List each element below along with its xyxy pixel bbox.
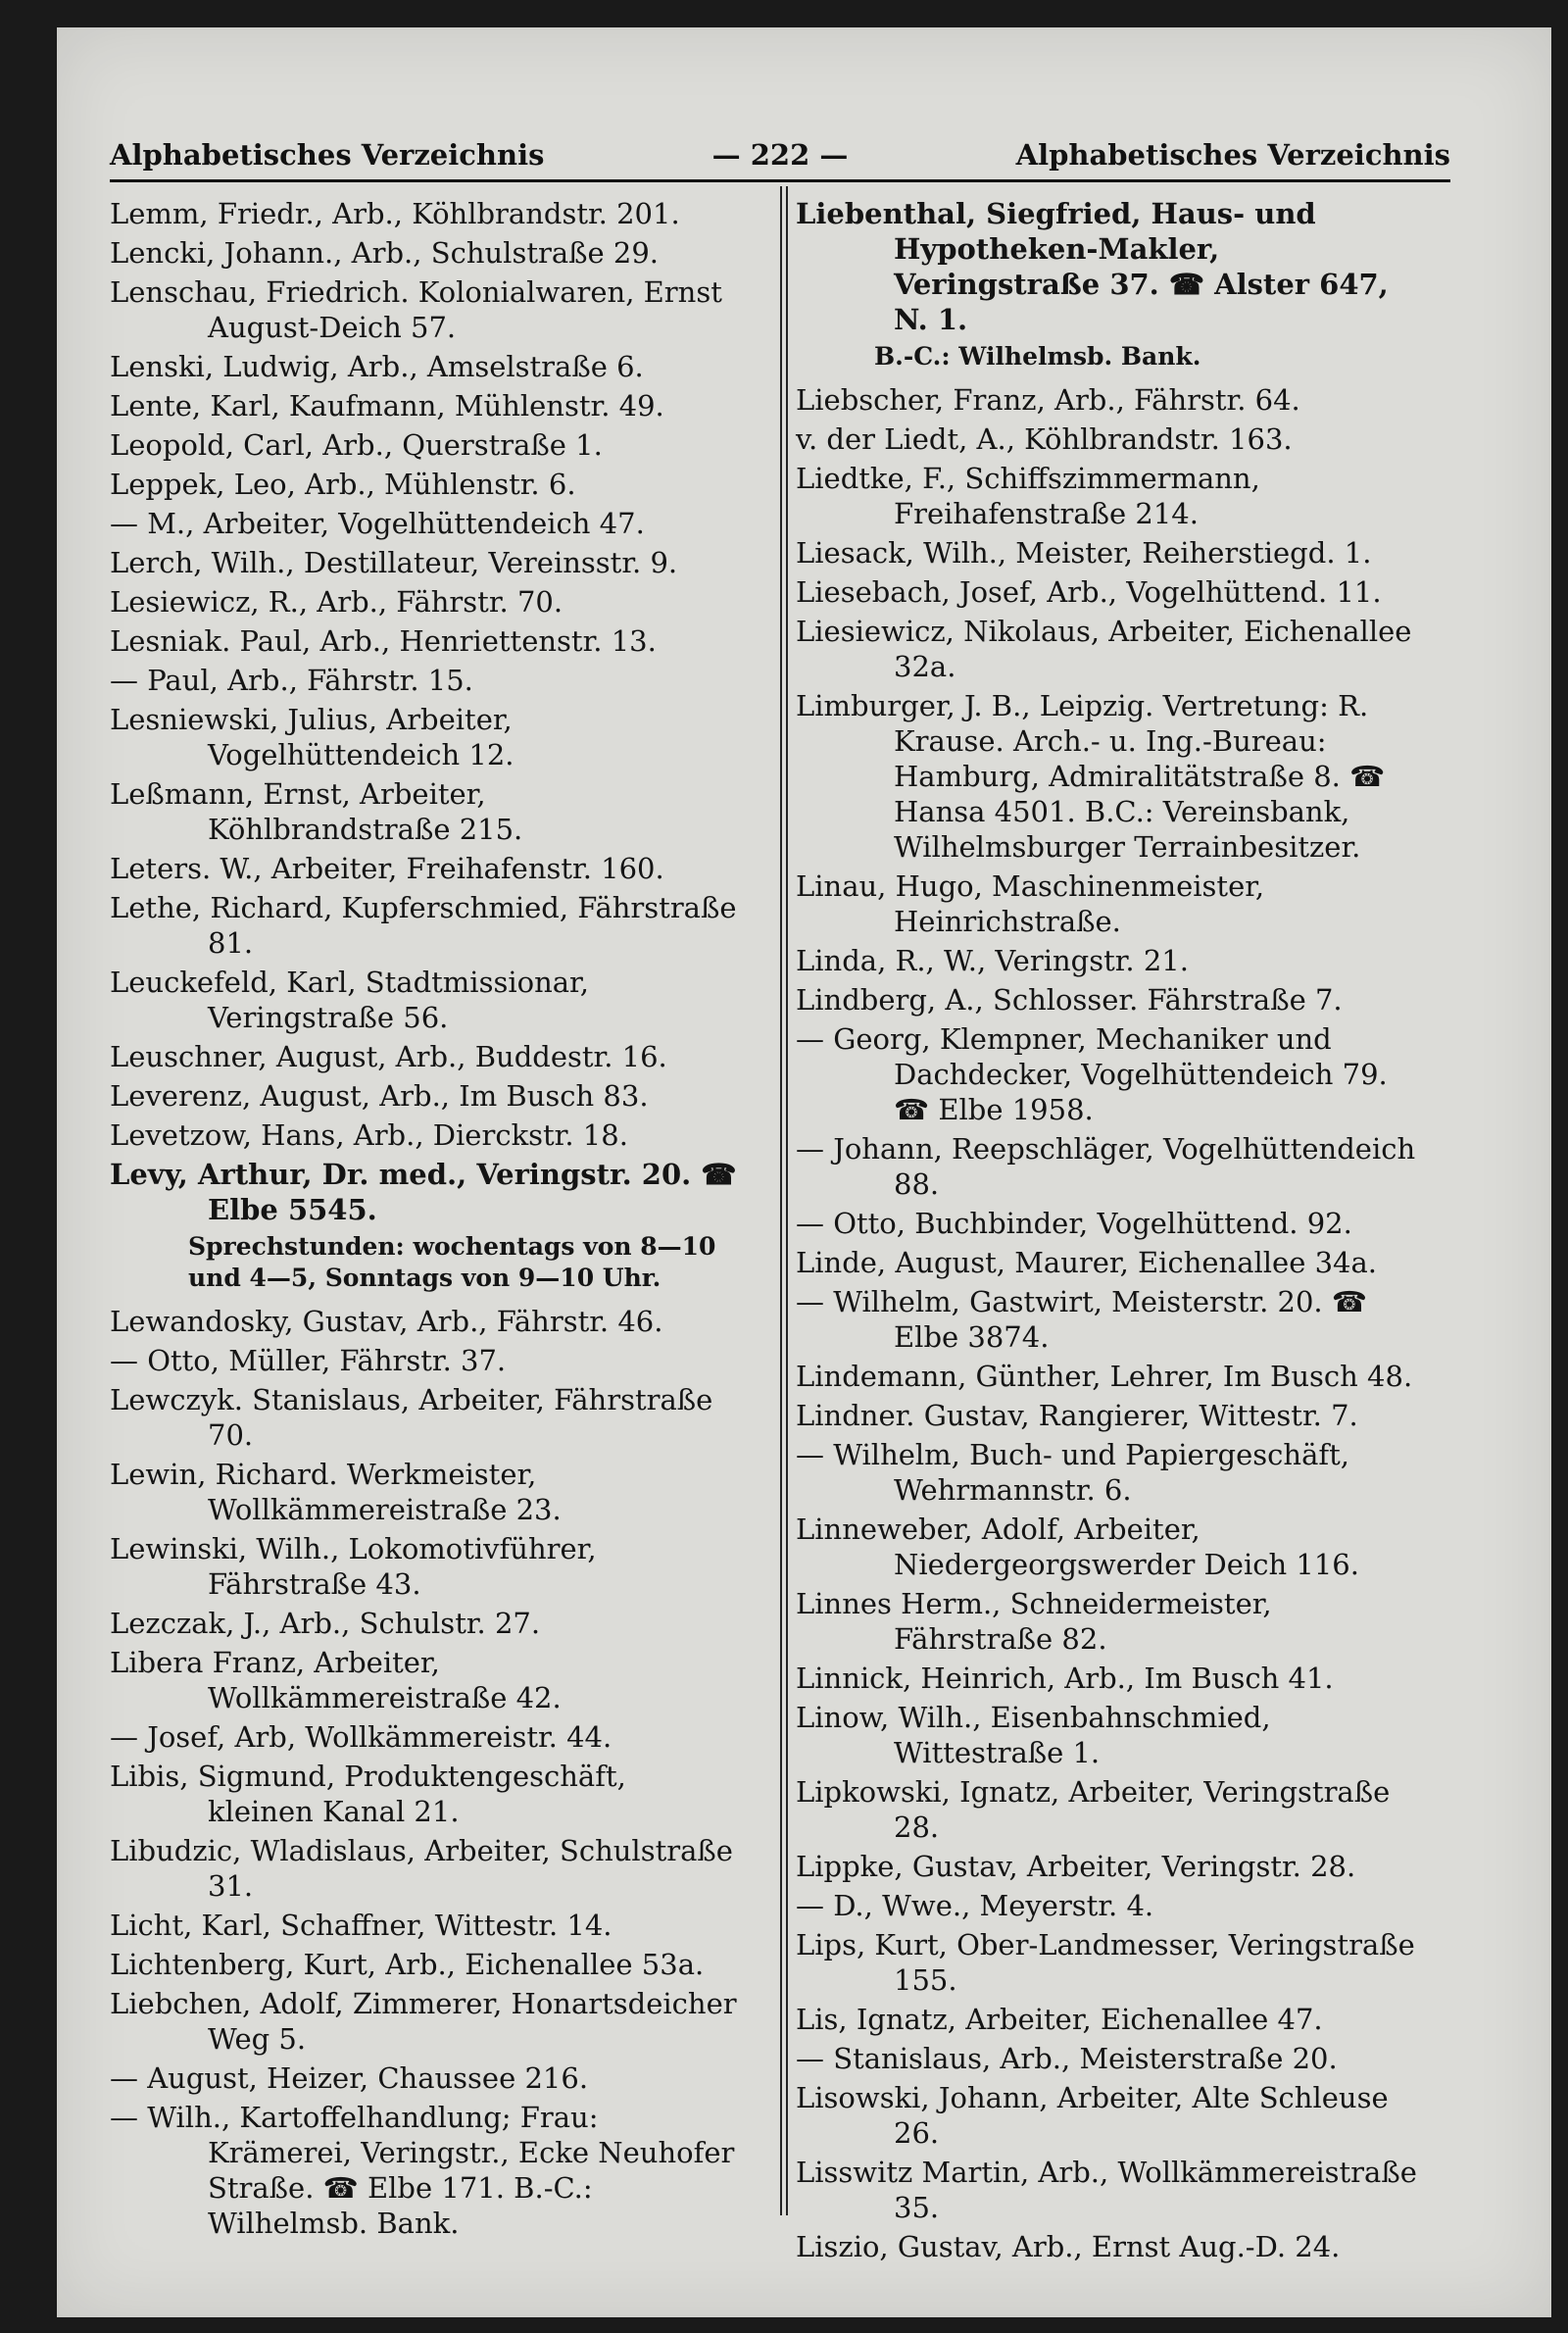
directory-entry: Linnes Herm., Schneidermeister, Fährstraße 82. xyxy=(796,1587,1272,1656)
directory-entry: — Wilhelm, Buch- und Papiergeschäft, Wehrmannstr. 6. xyxy=(796,1438,1349,1507)
directory-entry: — August, Heizer, Chaussee 216. xyxy=(110,2061,589,2095)
header-right-title: Alphabetisches Verzeichnis xyxy=(1015,138,1450,172)
directory-entry: Libis, Sigmund, Produktengeschäft, kleinen Kanal 21. xyxy=(110,1760,626,1828)
directory-entry: Levetzow, Hans, Arb., Dierckstr. 18. xyxy=(110,1118,628,1152)
directory-entry: — M., Arbeiter, Vogelhüttendeich 47. xyxy=(110,507,645,540)
directory-entry: — Otto, Müller, Fährstr. 37. xyxy=(110,1344,507,1377)
directory-entry: Liesiewicz, Nikolaus, Arbeiter, Eichenallee 32a. xyxy=(796,615,1412,683)
entry-note: B.-C.: Wilhelmsb. Bank. xyxy=(874,342,1201,371)
directory-entry: Lisowski, Johann, Arbeiter, Alte Schleuse 26. xyxy=(796,2081,1389,2150)
directory-entry: Linau, Hugo, Maschinenmeister, Heinrichstraße. xyxy=(796,869,1265,938)
directory-entry: Liesack, Wilh., Meister, Reiherstiegd. 1. xyxy=(796,536,1372,570)
directory-entry: — Johann, Reepschläger, Vogelhüttendeich 88. xyxy=(796,1132,1416,1201)
directory-entry: Leuckefeld, Karl, Stadtmissionar, Veringstraße 56. xyxy=(110,966,589,1034)
directory-entry: Lippke, Gustav, Arbeiter, Veringstr. 28. xyxy=(796,1850,1356,1883)
directory-entry: — Wilh., Kartoffelhandlung; Frau: Krämerei, Veringstr., Ecke Neuhofer Straße. ☎ Elbe 171. B.-C.: Wilhelmsb. Bank. xyxy=(110,2101,735,2240)
directory-entry: Lewin, Richard. Werkmeister, Wollkämmereistraße 23. xyxy=(110,1458,562,1526)
directory-entry: Liedtke, F., Schiffszimmermann, Freihafenstraße 214. xyxy=(796,462,1260,530)
directory-entry: Lezczak, J., Arb., Schulstr. 27. xyxy=(110,1607,541,1640)
directory-entry: Lemm, Friedr., Arb., Köhlbrandstr. 201. xyxy=(110,197,680,230)
directory-entry: Liebscher, Franz, Arb., Fährstr. 64. xyxy=(796,383,1300,417)
directory-entry: Lencki, Johann., Arb., Schulstraße 29. xyxy=(110,236,660,270)
directory-entry: Linde, August, Maurer, Eichenallee 34a. xyxy=(796,1246,1377,1279)
directory-entry: Linneweber, Adolf, Arbeiter, Niedergeorgswerder Deich 116. xyxy=(796,1513,1359,1581)
directory-entry: Lindemann, Günther, Lehrer, Im Busch 48. xyxy=(796,1360,1413,1393)
directory-entry: Lenski, Ludwig, Arb., Amselstraße 6. xyxy=(110,350,644,383)
directory-entry: Lewinski, Wilh., Lokomotivführer, Fährstraße 43. xyxy=(110,1532,597,1601)
directory-entry: — Otto, Buchbinder, Vogelhüttend. 92. xyxy=(796,1207,1352,1240)
directory-entry: Leopold, Carl, Arb., Querstraße 1. xyxy=(110,428,603,462)
directory-entry: — Paul, Arb., Fährstr. 15. xyxy=(110,664,473,697)
directory-entry: — D., Wwe., Meyerstr. 4. xyxy=(796,1889,1154,1922)
directory-entry: Lindner. Gustav, Rangierer, Wittestr. 7. xyxy=(796,1399,1358,1432)
directory-entry: Lesniewski, Julius, Arbeiter, Vogelhüttendeich 12. xyxy=(110,703,514,771)
directory-entry: Lerch, Wilh., Destillateur, Vereinsstr. 9. xyxy=(110,546,678,579)
header-left-title: Alphabetisches Verzeichnis xyxy=(110,138,545,172)
directory-entry: Linow, Wilh., Eisenbahnschmied, Wittestraße 1. xyxy=(796,1701,1271,1769)
page-header xyxy=(110,130,1450,177)
directory-entry: Lis, Ignatz, Arbeiter, Eichenallee 47. xyxy=(796,2003,1323,2036)
directory-entry: Libera Franz, Arbeiter, Wollkämmereistraße 42. xyxy=(110,1646,562,1714)
directory-entry: Liebenthal, Siegfried, Haus- und Hypotheken-Makler, Veringstraße 37. ☎ Alster 647, N. 1. xyxy=(796,197,1389,336)
directory-entry: v. der Liedt, A., Köhlbrandstr. 163. xyxy=(796,422,1293,456)
entry-note: Sprechstunden: wochentags von 8—10 und 4—5, Sonntags von 9—10 Uhr. xyxy=(188,1232,716,1292)
directory-entry: Lesniak. Paul, Arb., Henriettenstr. 13. xyxy=(110,624,657,658)
directory-entry: Linnick, Heinrich, Arb., Im Busch 41. xyxy=(796,1662,1334,1695)
directory-entry: Leverenz, August, Arb., Im Busch 83. xyxy=(110,1079,649,1113)
directory-entry: Leters. W., Arbeiter, Freihafenstr. 160. xyxy=(110,852,664,885)
directory-entry: Liszio, Gustav, Arb., Ernst Aug.-D. 24. xyxy=(796,2230,1341,2263)
directory-entry: Lichtenberg, Kurt, Arb., Eichenallee 53a. xyxy=(110,1948,705,1981)
directory-entry: Lewandosky, Gustav, Arb., Fährstr. 46. xyxy=(110,1305,663,1338)
page-number: — 222 — xyxy=(711,138,849,172)
directory-entry: — Stanislaus, Arb., Meisterstraße 20. xyxy=(796,2042,1338,2075)
directory-entry: — Josef, Arb, Wollkämmereistr. 44. xyxy=(110,1720,612,1754)
directory-entry: Libudzic, Wladislaus, Arbeiter, Schulstraße 31. xyxy=(110,1834,733,1903)
directory-entry: Limburger, J. B., Leipzig. Vertretung: R. Krause. Arch.- u. Ing.-Bureau: Hamburg, Admiralitätstraße 8. ☎ Hansa 4501. B.C.: Vereinsbank, Wilhelmsburger Terrainbesitzer. xyxy=(796,689,1386,864)
directory-entry: Lisswitz Martin, Arb., Wollkämmereistraße 35. xyxy=(796,2156,1417,2224)
directory-entry: Lethe, Richard, Kupferschmied, Fährstraße 81. xyxy=(110,891,737,960)
directory-entry: Liebchen, Adolf, Zimmerer, Honartsdeicher Weg 5. xyxy=(110,1987,737,2056)
directory-entry: Leßmann, Ernst, Arbeiter, Köhlbrandstraße 215. xyxy=(110,777,523,846)
directory-entry: Lewczyk. Stanislaus, Arbeiter, Fährstraße 70. xyxy=(110,1383,713,1452)
directory-entry: Lesiewicz, R., Arb., Fährstr. 70. xyxy=(110,585,564,619)
column-divider xyxy=(780,186,782,2215)
directory-entry: Lindberg, A., Schlosser. Fährstraße 7. xyxy=(796,983,1343,1017)
directory-entry: Lente, Karl, Kaufmann, Mühlenstr. 49. xyxy=(110,389,664,422)
directory-entry: Liesebach, Josef, Arb., Vogelhüttend. 11. xyxy=(796,575,1382,609)
directory-entry: Leuschner, August, Arb., Buddestr. 16. xyxy=(110,1040,667,1073)
column-divider xyxy=(786,186,788,2215)
directory-entry: Levy, Arthur, Dr. med., Veringstr. 20. ☎ Elbe 5545. xyxy=(110,1158,737,1226)
header-rule xyxy=(110,179,1450,182)
directory-entry: Lipkowski, Ignatz, Arbeiter, Veringstraße 28. xyxy=(796,1775,1391,1844)
right-column xyxy=(796,196,1423,2263)
directory-entry: Lips, Kurt, Ober-Landmesser, Veringstraße 155. xyxy=(796,1928,1415,1997)
directory-entry: — Wilhelm, Gastwirt, Meisterstr. 20. ☎ Elbe 3874. xyxy=(796,1285,1367,1354)
directory-entry: Leppek, Leo, Arb., Mühlenstr. 6. xyxy=(110,468,576,501)
directory-entry: Linda, R., W., Veringstr. 21. xyxy=(796,944,1189,977)
directory-entry: Lenschau, Friedrich. Kolonialwaren, Ernst August-Deich 57. xyxy=(110,275,722,344)
left-column xyxy=(110,196,737,2240)
directory-entry: — Georg, Klempner, Mechaniker und Dachdecker, Vogelhüttendeich 79. ☎ Elbe 1958. xyxy=(796,1022,1388,1126)
directory-entry: Licht, Karl, Schaffner, Wittestr. 14. xyxy=(110,1909,612,1942)
